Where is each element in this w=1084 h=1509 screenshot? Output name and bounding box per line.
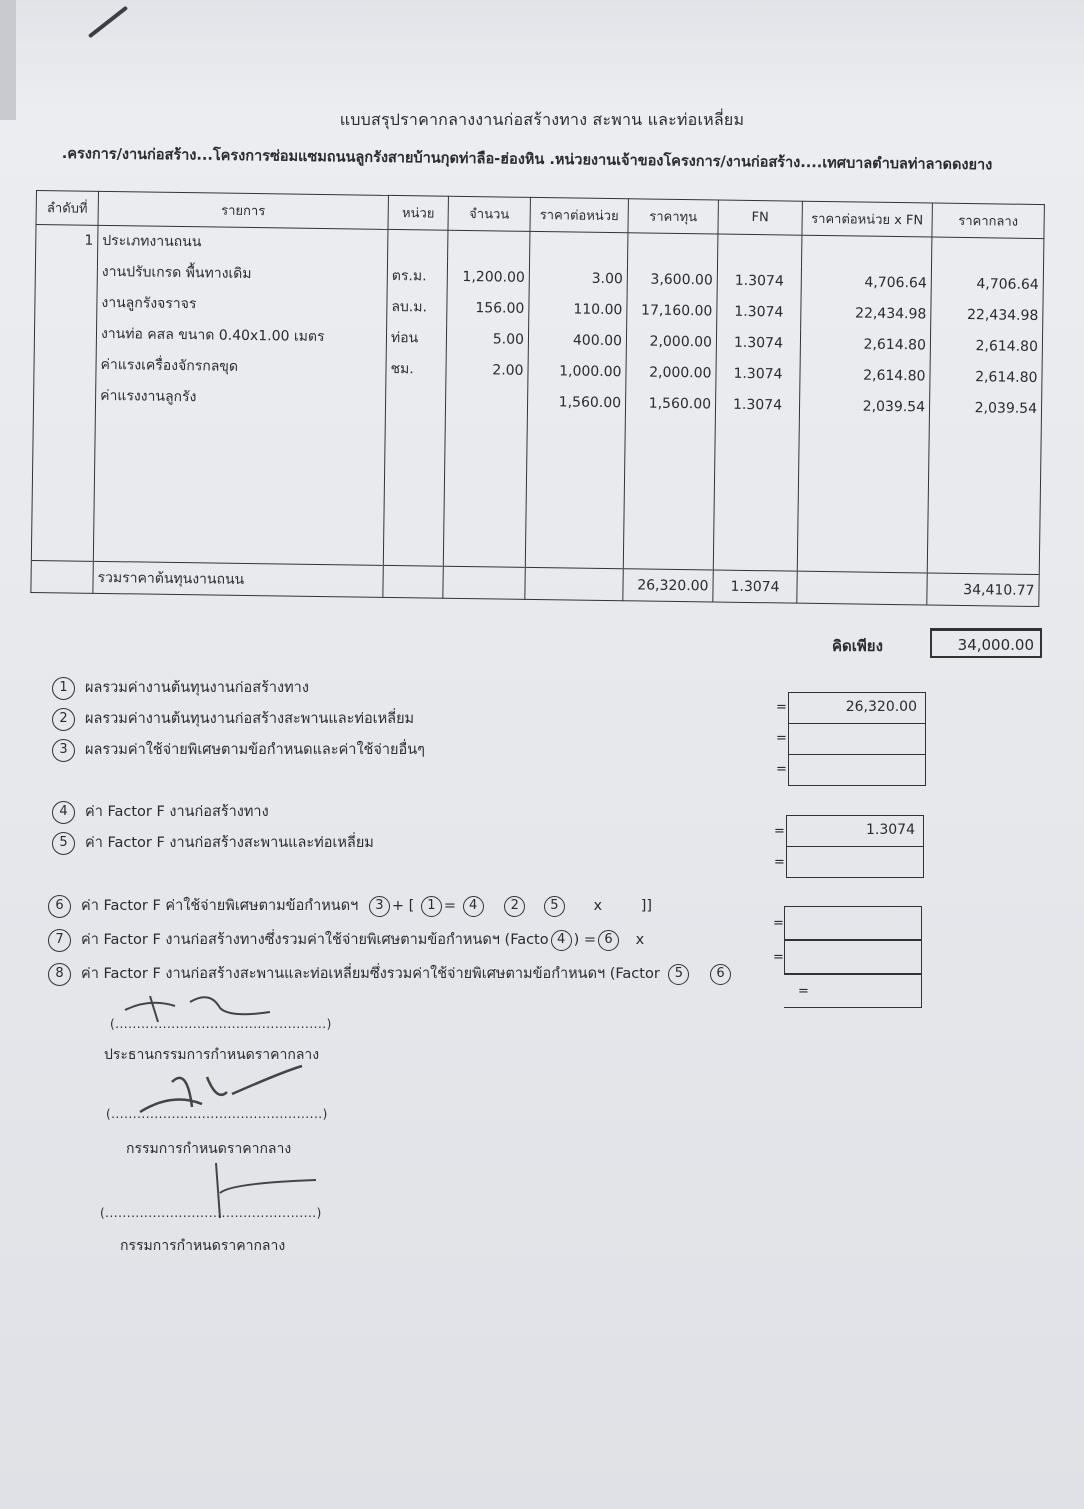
signature-line: (.................................................) <box>106 1107 328 1121</box>
signature-role: กรรมการกำหนดราคากลาง <box>120 1238 286 1254</box>
circled-number: 6 <box>48 895 71 918</box>
row-item: ประเภทงานถนน <box>98 225 388 260</box>
formula-operator: = <box>443 898 457 914</box>
equals-sign: = <box>773 950 784 965</box>
final-value: 34,000.00 <box>930 628 1042 658</box>
factor-item-5 <box>52 831 374 855</box>
summary-value-3 <box>788 754 926 786</box>
formula-operator: ]] <box>640 898 653 914</box>
circled-number: 5 <box>544 896 565 917</box>
row-cost: 17,160.00 <box>627 295 717 327</box>
row-fn: 1.3074 <box>717 296 801 328</box>
circled-number: 4 <box>52 801 75 824</box>
row-unit: ลบ.ม. <box>387 291 447 323</box>
circled-number: 3 <box>52 739 75 762</box>
row-unit-price: 1,000.00 <box>528 355 626 387</box>
row-unit-price: 3.00 <box>529 262 627 294</box>
summary-item-1 <box>52 676 309 700</box>
row-no <box>35 286 97 318</box>
factor-text: ค่า Factor F งานก่อสร้างทาง <box>85 804 269 820</box>
row-unit-fn: 2,614.80 <box>800 359 930 392</box>
top-shadow <box>0 0 1084 110</box>
header-cell: ราคาต่อหน่วย <box>530 197 628 232</box>
equals-sign: = <box>773 916 784 931</box>
header-cell: หน่วย <box>388 195 448 230</box>
signature-line: (.................................................) <box>100 1206 322 1220</box>
row-mid-price: 2,614.80 <box>930 361 1042 394</box>
header-cell: ราคากลาง <box>932 203 1044 239</box>
total-mid-price: 34,410.77 <box>927 573 1039 607</box>
row-fn <box>718 234 802 266</box>
signature-line: (.................................................) <box>110 1017 332 1031</box>
folded-corner <box>0 0 16 120</box>
formula-item-6 <box>48 894 652 918</box>
row-unit-price: 400.00 <box>528 324 626 356</box>
summary-text: ผลรวมค่างานต้นทุนงานก่อสร้างสะพานและท่อเหลี่ยม <box>85 711 415 727</box>
factor-text: ค่า Factor F งานก่อสร้างสะพานและท่อเหลี่ยม <box>85 835 374 851</box>
row-item: ค่าแรงเครื่องจักรกลขุด <box>96 349 386 384</box>
row-unit-price: 1,560.00 <box>527 386 625 418</box>
total-cost: 26,320.00 <box>623 569 713 602</box>
summary-value-1: 26,320.00 <box>788 692 926 724</box>
row-unit: ท่อน <box>386 322 446 354</box>
cost-table-wrap <box>30 190 1045 607</box>
total-fn: 1.3074 <box>713 570 797 603</box>
row-qty <box>445 385 527 417</box>
circled-number: 5 <box>668 964 689 985</box>
row-item: ค่าแรงงานลูกรัง <box>95 380 385 415</box>
row-no <box>34 348 96 380</box>
row-unit <box>385 384 445 416</box>
row-unit-fn <box>802 235 932 268</box>
signature-role: ประธานกรรมการกำหนดราคากลาง <box>104 1047 320 1063</box>
final-label: คิดเพียง <box>832 637 883 655</box>
formula-text: ค่า Factor F ค่าใช้จ่ายพิเศษตามข้อกำหนดฯ <box>81 898 359 914</box>
formula-value-8 <box>784 974 922 1008</box>
row-no <box>34 317 96 349</box>
header-cell: จำนวน <box>448 196 530 231</box>
circled-number: 7 <box>48 929 71 952</box>
row-mid-price: 22,434.98 <box>931 299 1043 332</box>
formula-value-7 <box>784 940 922 974</box>
row-fn: 1.3074 <box>715 389 799 421</box>
formula-item-7 <box>48 928 644 952</box>
formula-operator: ) = <box>573 932 597 948</box>
row-unit-fn: 22,434.98 <box>801 297 931 330</box>
factor-value-5 <box>786 846 924 878</box>
row-item: งานลูกรังจราจร <box>97 287 387 322</box>
row-fn: 1.3074 <box>716 327 800 359</box>
factor-item-4 <box>52 800 269 824</box>
formula-text: ค่า Factor F งานก่อสร้างสะพานและท่อเหลี่ยมซึ่งรวมค่าใช้จ่ายพิเศษตามข้อกำหนดฯ (Factor <box>81 966 660 982</box>
row-no <box>35 256 97 288</box>
circled-number: 5 <box>52 832 75 855</box>
row-qty: 1,200.00 <box>447 261 529 293</box>
equals-sign: = <box>774 824 785 839</box>
header-cell: ราคาทุน <box>628 199 718 234</box>
project-line: .ครงการ/งานก่อสร้าง...โครงการซ่อมแซมถนนลูกรังสายบ้านกุดท่าลือ-ฮ่องหิน .หน่วยงานเจ้าของโครงการ/งานก่อสร้าง....เทศบาลตำบลท่าลาดดงยาง <box>61 145 993 174</box>
row-no: 1 <box>36 225 98 257</box>
circled-number: 1 <box>421 896 442 917</box>
circled-number: 6 <box>598 930 619 951</box>
circled-number: 3 <box>369 896 390 917</box>
row-qty <box>448 230 530 262</box>
equals-sign: = <box>776 762 787 777</box>
summary-text: ผลรวมค่าใช้จ่ายพิเศษตามข้อกำหนดและค่าใช้จ่ายอื่นๆ <box>85 742 425 758</box>
row-unit-fn: 2,039.54 <box>799 390 929 423</box>
circled-number: 8 <box>48 963 71 986</box>
row-cost <box>628 233 718 265</box>
circled-number: 6 <box>710 964 731 985</box>
equals-sign: = <box>776 700 787 715</box>
summary-item-3 <box>52 738 425 762</box>
formula-operator: + [ <box>391 898 415 914</box>
row-unit-price: 110.00 <box>529 293 627 325</box>
row-fn: 1.3074 <box>717 265 801 297</box>
row-unit-fn: 4,706.64 <box>801 266 931 299</box>
circled-number: 4 <box>463 896 484 917</box>
formula-item-8 <box>48 962 733 986</box>
signature-role: กรรมการกำหนดราคากลาง <box>126 1141 292 1157</box>
formula-operator: x <box>593 898 603 914</box>
row-unit-price <box>530 231 628 263</box>
row-qty: 5.00 <box>446 323 528 355</box>
summary-item-2 <box>52 707 414 731</box>
equals-sign: = <box>798 984 809 999</box>
row-fn: 1.3074 <box>716 358 800 390</box>
row-qty: 156.00 <box>447 292 529 324</box>
row-item: งานท่อ คสล ขนาด 0.40x1.00 เมตร <box>96 318 386 353</box>
formula-operator: x <box>635 932 645 948</box>
circled-number: 4 <box>551 930 572 951</box>
header-cell: ลำดับที่ <box>36 191 98 226</box>
document-title: แบบสรุปราคากลางงานก่อสร้างทาง สะพาน และท่อเหลี่ยม <box>339 110 745 129</box>
circled-number: 2 <box>504 896 525 917</box>
row-unit-fn: 2,614.80 <box>800 328 930 361</box>
row-mid-price: 4,706.64 <box>931 268 1043 301</box>
row-unit: ชม. <box>386 353 446 385</box>
summary-text: ผลรวมค่างานต้นทุนงานก่อสร้างทาง <box>85 680 309 696</box>
row-cost: 2,000.00 <box>626 326 716 358</box>
row-item: งานปรับเกรด พื้นทางเดิม <box>97 256 387 291</box>
summary-value-2 <box>788 723 926 755</box>
row-unit <box>388 229 448 261</box>
row-mid-price: 2,614.80 <box>930 330 1042 363</box>
header-cell: ราคาต่อหน่วย x FN <box>802 201 932 237</box>
row-mid-price <box>931 237 1043 270</box>
cost-table <box>30 190 1045 607</box>
row-unit: ตร.ม. <box>387 260 447 292</box>
row-cost: 2,000.00 <box>626 357 716 389</box>
circled-number: 2 <box>52 708 75 731</box>
row-mid-price: 2,039.54 <box>929 392 1041 425</box>
header-cell: FN <box>718 200 802 235</box>
header-cell: รายการ <box>98 191 388 229</box>
row-cost: 3,600.00 <box>627 264 717 296</box>
row-qty: 2.00 <box>446 354 528 386</box>
table-blank-row <box>31 410 1041 574</box>
total-label: รวมราคาต้นทุนงานถนน <box>93 561 383 597</box>
formula-value-6 <box>784 906 922 940</box>
equals-sign: = <box>774 855 785 870</box>
factor-value-4: 1.3074 <box>786 815 924 847</box>
equals-sign: = <box>776 731 787 746</box>
row-no <box>33 379 95 411</box>
row-cost: 1,560.00 <box>625 388 715 420</box>
circled-number: 1 <box>52 677 75 700</box>
formula-text: ค่า Factor F งานก่อสร้างทางซึ่งรวมค่าใช้จ่ายพิเศษตามข้อกำหนดฯ (Facto <box>81 932 549 948</box>
